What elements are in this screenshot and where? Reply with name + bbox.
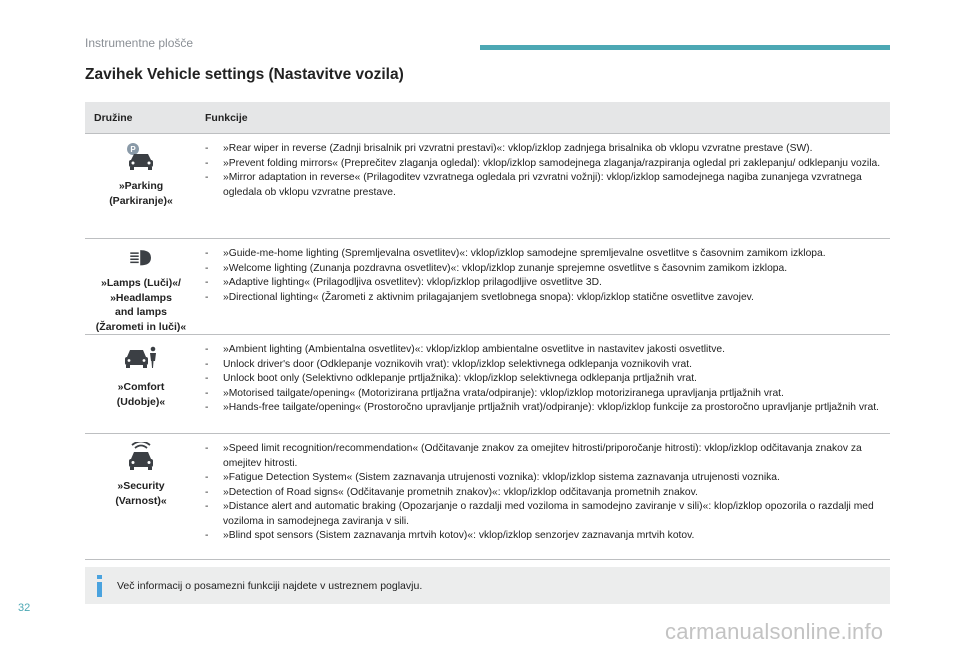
family-cell	[85, 335, 197, 433]
family-cell	[85, 239, 197, 334]
page-header-title: Instrumentne plošče	[85, 36, 194, 50]
section-title: Zavihek Vehicle settings (Nastavitve vozila)	[85, 66, 404, 83]
function-text: »Mirror adaptation in reverse« (Prilagoditev vzvratnega ogledala pri vzvratni vožnji): vklop/izklop samodejnega nagiba zunanjega vzvratnega ogledala ob vklopu vzvratne prestave.	[223, 172, 862, 198]
list-item: - »Guide-me-home lighting (Spremljevalna osvetlitev)«: vklop/izklop samodejne spremljevalne osvetlitve s časovnim zamikom izklopa.	[205, 247, 884, 262]
family-label: (Žarometi in luči)«	[95, 320, 187, 333]
family-label: (Varnost)«	[115, 494, 167, 507]
info-note	[85, 567, 890, 604]
headlamp-icon	[124, 247, 158, 270]
function-text: »Motorised tailgate/opening« (Motorizirana prtljažna vrata/odpiranje): vklop/izklop motoriziranega upravljanja prtljažnih vrat.	[223, 387, 784, 399]
list-item: - »Adaptive lighting« (Prilagodljiva osvetlitev): vklop/izklop prilagodljive osvetlitve 3D.	[205, 276, 884, 291]
svg-text:P: P	[130, 145, 136, 154]
list-item: - »Speed limit recognition/recommendation« (Odčitavanje znakov za omejitev hitrosti/priporočanje hitrosti): vklop/izklop odčitavanja znakov za omejitev hitrosti.	[205, 442, 884, 471]
function-text: »Detection of Road signs« (Odčitavanje prometnih znakov)«: vklop/izklop odčitavanja prometnih znakov.	[223, 486, 698, 498]
function-text: »Speed limit recognition/recommendation« (Odčitavanje znakov za omejitev hitrosti/priporočanje hitrosti): vklop/izklop odčitavanja znakov za omejitev hitrosti.	[223, 443, 862, 469]
list-item: - »Ambient lighting (Ambientalna osvetlitev)«: vklop/izklop ambientalne osvetlitve in nastavitev jakosti osvetlitve.	[205, 343, 884, 358]
functions-cell	[197, 134, 890, 238]
table-row	[85, 134, 890, 239]
family-label: »Security	[117, 480, 165, 492]
table-row	[85, 335, 890, 434]
functions-cell	[197, 434, 890, 559]
settings-table	[85, 102, 890, 560]
family-label: and lamps	[115, 306, 167, 318]
column-header-family: Družine	[94, 111, 133, 124]
list-item: - »Detection of Road signs« (Odčitavanje prometnih znakov)«: vklop/izklop odčitavanja prometnih znakov.	[205, 486, 884, 501]
list-item: - »Directional lighting« (Žarometi z aktivnim prilagajanjem svetlobnega snopa): vklop/izklop statične osvetlitve zavojev.	[205, 291, 884, 306]
function-text: »Hands-free tailgate/opening« (Prostoročno upravljanje prtljažnih vrat)/odpiranje): vklop/izklop funkcije za prostoročno upravljanje prtljažnih vrat.	[223, 402, 879, 413]
function-text: »Welcome lighting (Zunanja pozdravna osvetlitev)«: vklop/izklop zunanje sprejemne osvetlitve s časovnim zamikom izklopa.	[223, 262, 788, 274]
functions-cell	[197, 335, 890, 433]
family-label: (Udobje)«	[116, 395, 166, 408]
function-text: Unlock boot only (Selektivno odklepanje prtljažnika): vklop/izklop selektivnega odklepanja prtljažnih vrat.	[223, 373, 697, 384]
list-item: - »Hands-free tailgate/opening« (Prostoročno upravljanje prtljažnih vrat)/odpiranje): vklop/izklop funkcije za prostoročno upravljanje prtljažnih vrat.	[205, 401, 884, 416]
function-text: »Distance alert and automatic braking (Opozarjanje o razdalji med voziloma in samodejno zaviranje v sili)«: klop/izklop opozorila o razdalji med voziloma in samodejnega zaviranja v sili.	[223, 501, 874, 527]
list-item: - »Fatigue Detection System« (Sistem zaznavanja utrujenosti voznika): vklop/izklop sistema zaznavanja utrujenosti voznika.	[205, 471, 884, 486]
function-text: »Guide-me-home lighting (Spremljevalna osvetlitev)«: vklop/izklop samodejne spremljevalne osvetlitve s časovnim zamikom izklopa.	[223, 248, 826, 259]
family-cell	[85, 434, 197, 559]
function-text: »Blind spot sensors (Sistem zaznavanja mrtvih kotov)«: vklop/izklop senzorjev zaznavanja mrtvih kotov.	[223, 530, 695, 541]
column-header-functions: Funkcije	[205, 111, 248, 124]
function-text: Unlock driver's door (Odklepanje voznikovih vrat): vklop/izklop selektivnega odklepanja voznikovih vrat.	[223, 358, 692, 370]
info-icon	[93, 574, 107, 598]
family-cell	[85, 134, 197, 238]
function-text: »Directional lighting« (Žarometi z aktivnim prilagajanjem svetlobnega snopa): vklop/izklop statične osvetlitve zavojev.	[223, 291, 754, 303]
family-label: »Comfort	[117, 381, 165, 393]
list-item: - »Distance alert and automatic braking (Opozarjanje o razdalji med voziloma in samodejno zaviranje v sili)«: klop/izklop opozorila o razdalji med voziloma in samodejnega zaviranja v sili.	[205, 500, 884, 529]
function-text: »Prevent folding mirrors« (Preprečitev zlaganja ogledal): vklop/izklop samodejnega zlaganja/razpiranja ogledal pri zaklepanju/ odklepanju vozila.	[223, 157, 881, 169]
list-item: - »Rear wiper in reverse (Zadnji brisalnik pri vzvratni prestavi)«: vklop/izklop zadnjega brisalnika ob vklopu vzvratne prestave (SW).	[205, 142, 884, 157]
list-item: - Unlock boot only (Selektivno odklepanje prtljažnika): vklop/izklop selektivnega odklepanja prtljažnih vrat.	[205, 372, 884, 387]
list-item: - »Prevent folding mirrors« (Preprečitev zlaganja ogledal): vklop/izklop samodejnega zlaganja/razpiranja ogledal pri zaklepanju/ odklepanju vozila.	[205, 157, 884, 172]
family-label: (Parkiranje)«	[109, 194, 173, 207]
family-label: »Headlamps	[110, 291, 172, 304]
function-text: »Rear wiper in reverse (Zadnji brisalnik pri vzvratni prestavi)«: vklop/izklop zadnjega brisalnika ob vklopu vzvratne prestave (SW).	[223, 143, 813, 154]
table-row	[85, 434, 890, 560]
parking-car-icon	[124, 142, 158, 172]
info-note-text: Več informacij o posamezni funkciji najdete v ustreznem poglavju.	[117, 579, 423, 592]
list-item: - Unlock driver's door (Odklepanje voznikovih vrat): vklop/izklop selektivnega odklepanja voznikovih vrat.	[205, 358, 884, 373]
list-item: - »Motorised tailgate/opening« (Motorizirana prtljažna vrata/odpiranje): vklop/izklop motoriziranega upravljanja prtljažnih vrat.	[205, 387, 884, 402]
table-header	[85, 102, 890, 134]
function-text: »Ambient lighting (Ambientalna osvetlitev)«: vklop/izklop ambientalne osvetlitve in nastavitev jakosti osvetlitve.	[223, 344, 725, 355]
function-text: »Adaptive lighting« (Prilagodljiva osvetlitev): vklop/izklop prilagodljive osvetlitve 3D.	[223, 277, 602, 288]
family-label: »Parking	[118, 180, 164, 192]
page-number: 32	[18, 602, 31, 614]
family-label: »Lamps (Luči)«/	[101, 277, 181, 289]
list-item: - »Welcome lighting (Zunanja pozdravna osvetlitev)«: vklop/izklop zunanje sprejemne osvetlitve s časovnim zamikom izklopa.	[205, 262, 884, 277]
list-item: - »Mirror adaptation in reverse« (Prilagoditev vzvratnega ogledala pri vzvratni vožnji): vklop/izklop samodejnega nagiba zunanjega vzvratnega ogledala ob vklopu vzvratne prestave.	[205, 171, 884, 200]
header-accent-bar	[480, 45, 890, 50]
list-item: - »Blind spot sensors (Sistem zaznavanja mrtvih kotov)«: vklop/izklop senzorjev zaznavanja mrtvih kotov.	[205, 529, 884, 544]
functions-cell	[197, 239, 890, 334]
function-text: »Fatigue Detection System« (Sistem zaznavanja utrujenosti voznika): vklop/izklop sistema zaznavanja utrujenosti voznika.	[223, 472, 780, 483]
table-row	[85, 239, 890, 335]
watermark: carmanualsonline.info	[665, 619, 884, 644]
security-car-icon	[124, 442, 158, 472]
comfort-car-icon	[124, 343, 158, 373]
